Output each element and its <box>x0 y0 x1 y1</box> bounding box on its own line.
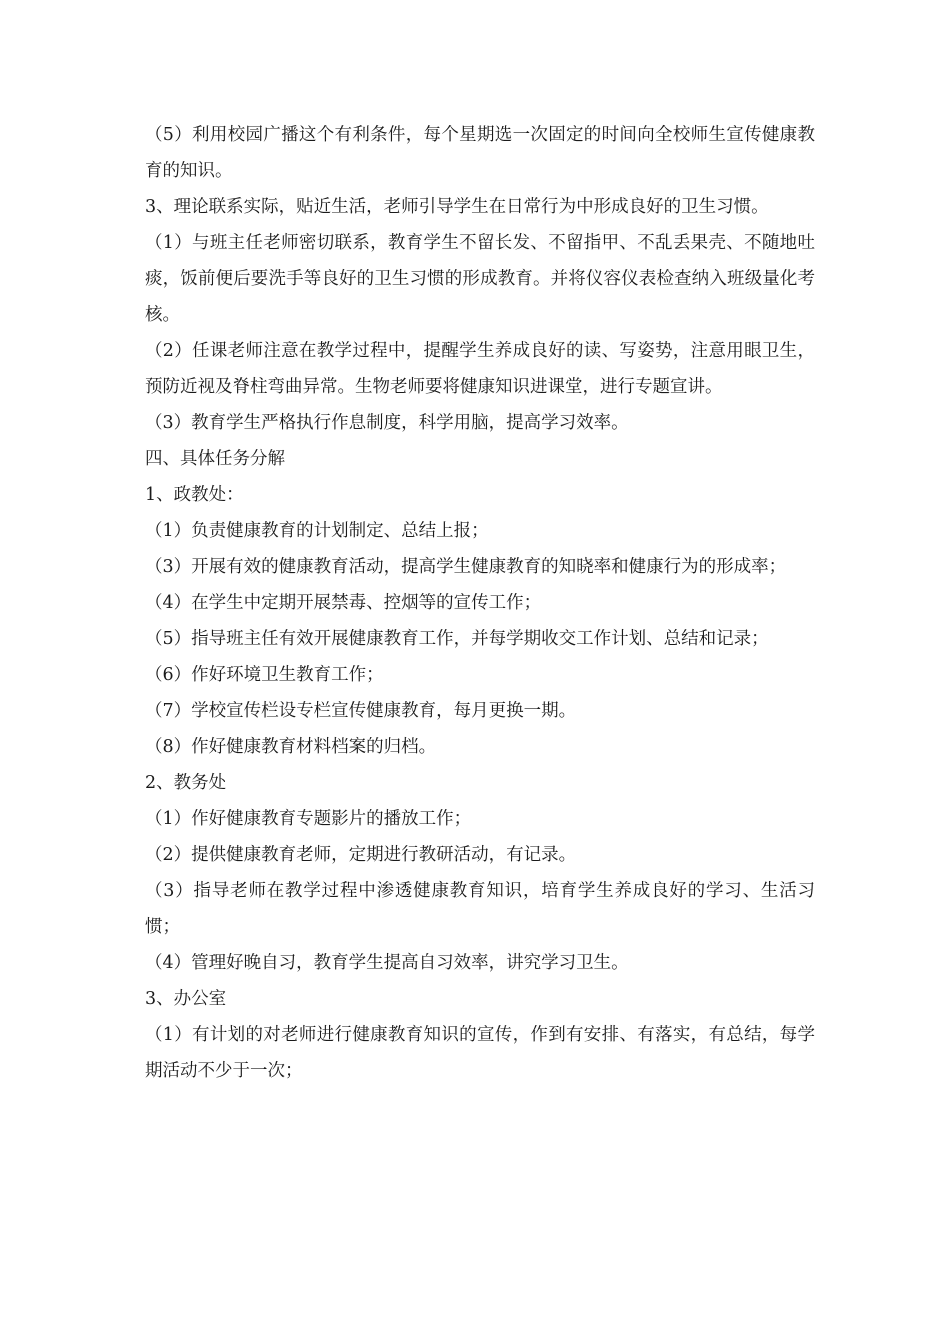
list-item: （6）作好环境卫生教育工作； <box>145 665 384 685</box>
list-item: （5）指导班主任有效开展健康教育工作，并每学期收交工作计划、总结和记录； <box>145 629 769 649</box>
heading-general-office: 3、办公室 <box>145 989 227 1009</box>
list-item: （8）作好健康教育材料档案的归档。 <box>145 737 437 757</box>
list-item: （1）有计划的对老师进行健康教育知识的宣传，作到有安排、有落实，有总结，每学期活动不少于一次； <box>145 1025 815 1081</box>
list-item: （3）开展有效的健康教育活动，提高学生健康教育的知晓率和健康行为的形成率； <box>145 557 787 577</box>
list-item: （1）作好健康教育专题影片的播放工作； <box>145 809 472 829</box>
paragraph-class-teacher: （1）与班主任老师密切联系，教育学生不留长发、不留指甲、不乱丢果壳、不随地吐痰，饭前便后要洗手等良好的卫生习惯的形成教育。并将仪容仪表检查纳入班级量化考核。 <box>145 233 815 325</box>
list-item: （7）学校宣传栏设专栏宣传健康教育，每月更换一期。 <box>145 701 577 721</box>
list-item: （4）在学生中定期开展禁毒、控烟等的宣传工作； <box>145 593 542 613</box>
heading-theory-practice: 3、理论联系实际，贴近生活，老师引导学生在日常行为中形成良好的卫生习惯。 <box>145 197 769 217</box>
list-item: （3）指导老师在教学过程中渗透健康教育知识，培育学生养成良好的学习、生活习惯； <box>145 881 815 937</box>
heading-political-office: 1、政教处： <box>145 485 244 505</box>
paragraph-schedule: （3）教育学生严格执行作息制度，科学用脑，提高学习效率。 <box>145 413 629 433</box>
list-item: （2）提供健康教育老师，定期进行教研活动，有记录。 <box>145 845 577 865</box>
document-body <box>145 117 815 1089</box>
heading-academic-office: 2、教务处 <box>145 773 227 793</box>
list-item: （1）负责健康教育的计划制定、总结上报； <box>145 521 489 541</box>
paragraph-broadcast: （5）利用校园广播这个有利条件，每个星期选一次固定的时间向全校师生宣传健康教育的知识。 <box>145 125 815 181</box>
paragraph-subject-teacher: （2）任课老师注意在教学过程中，提醒学生养成良好的读、写姿势，注意用眼卫生，预防近视及脊柱弯曲异常。生物老师要将健康知识进课堂，进行专题宣讲。 <box>145 341 815 397</box>
heading-task-breakdown: 四、具体任务分解 <box>145 449 285 469</box>
list-item: （4）管理好晚自习，教育学生提高自习效率，讲究学习卫生。 <box>145 953 629 973</box>
